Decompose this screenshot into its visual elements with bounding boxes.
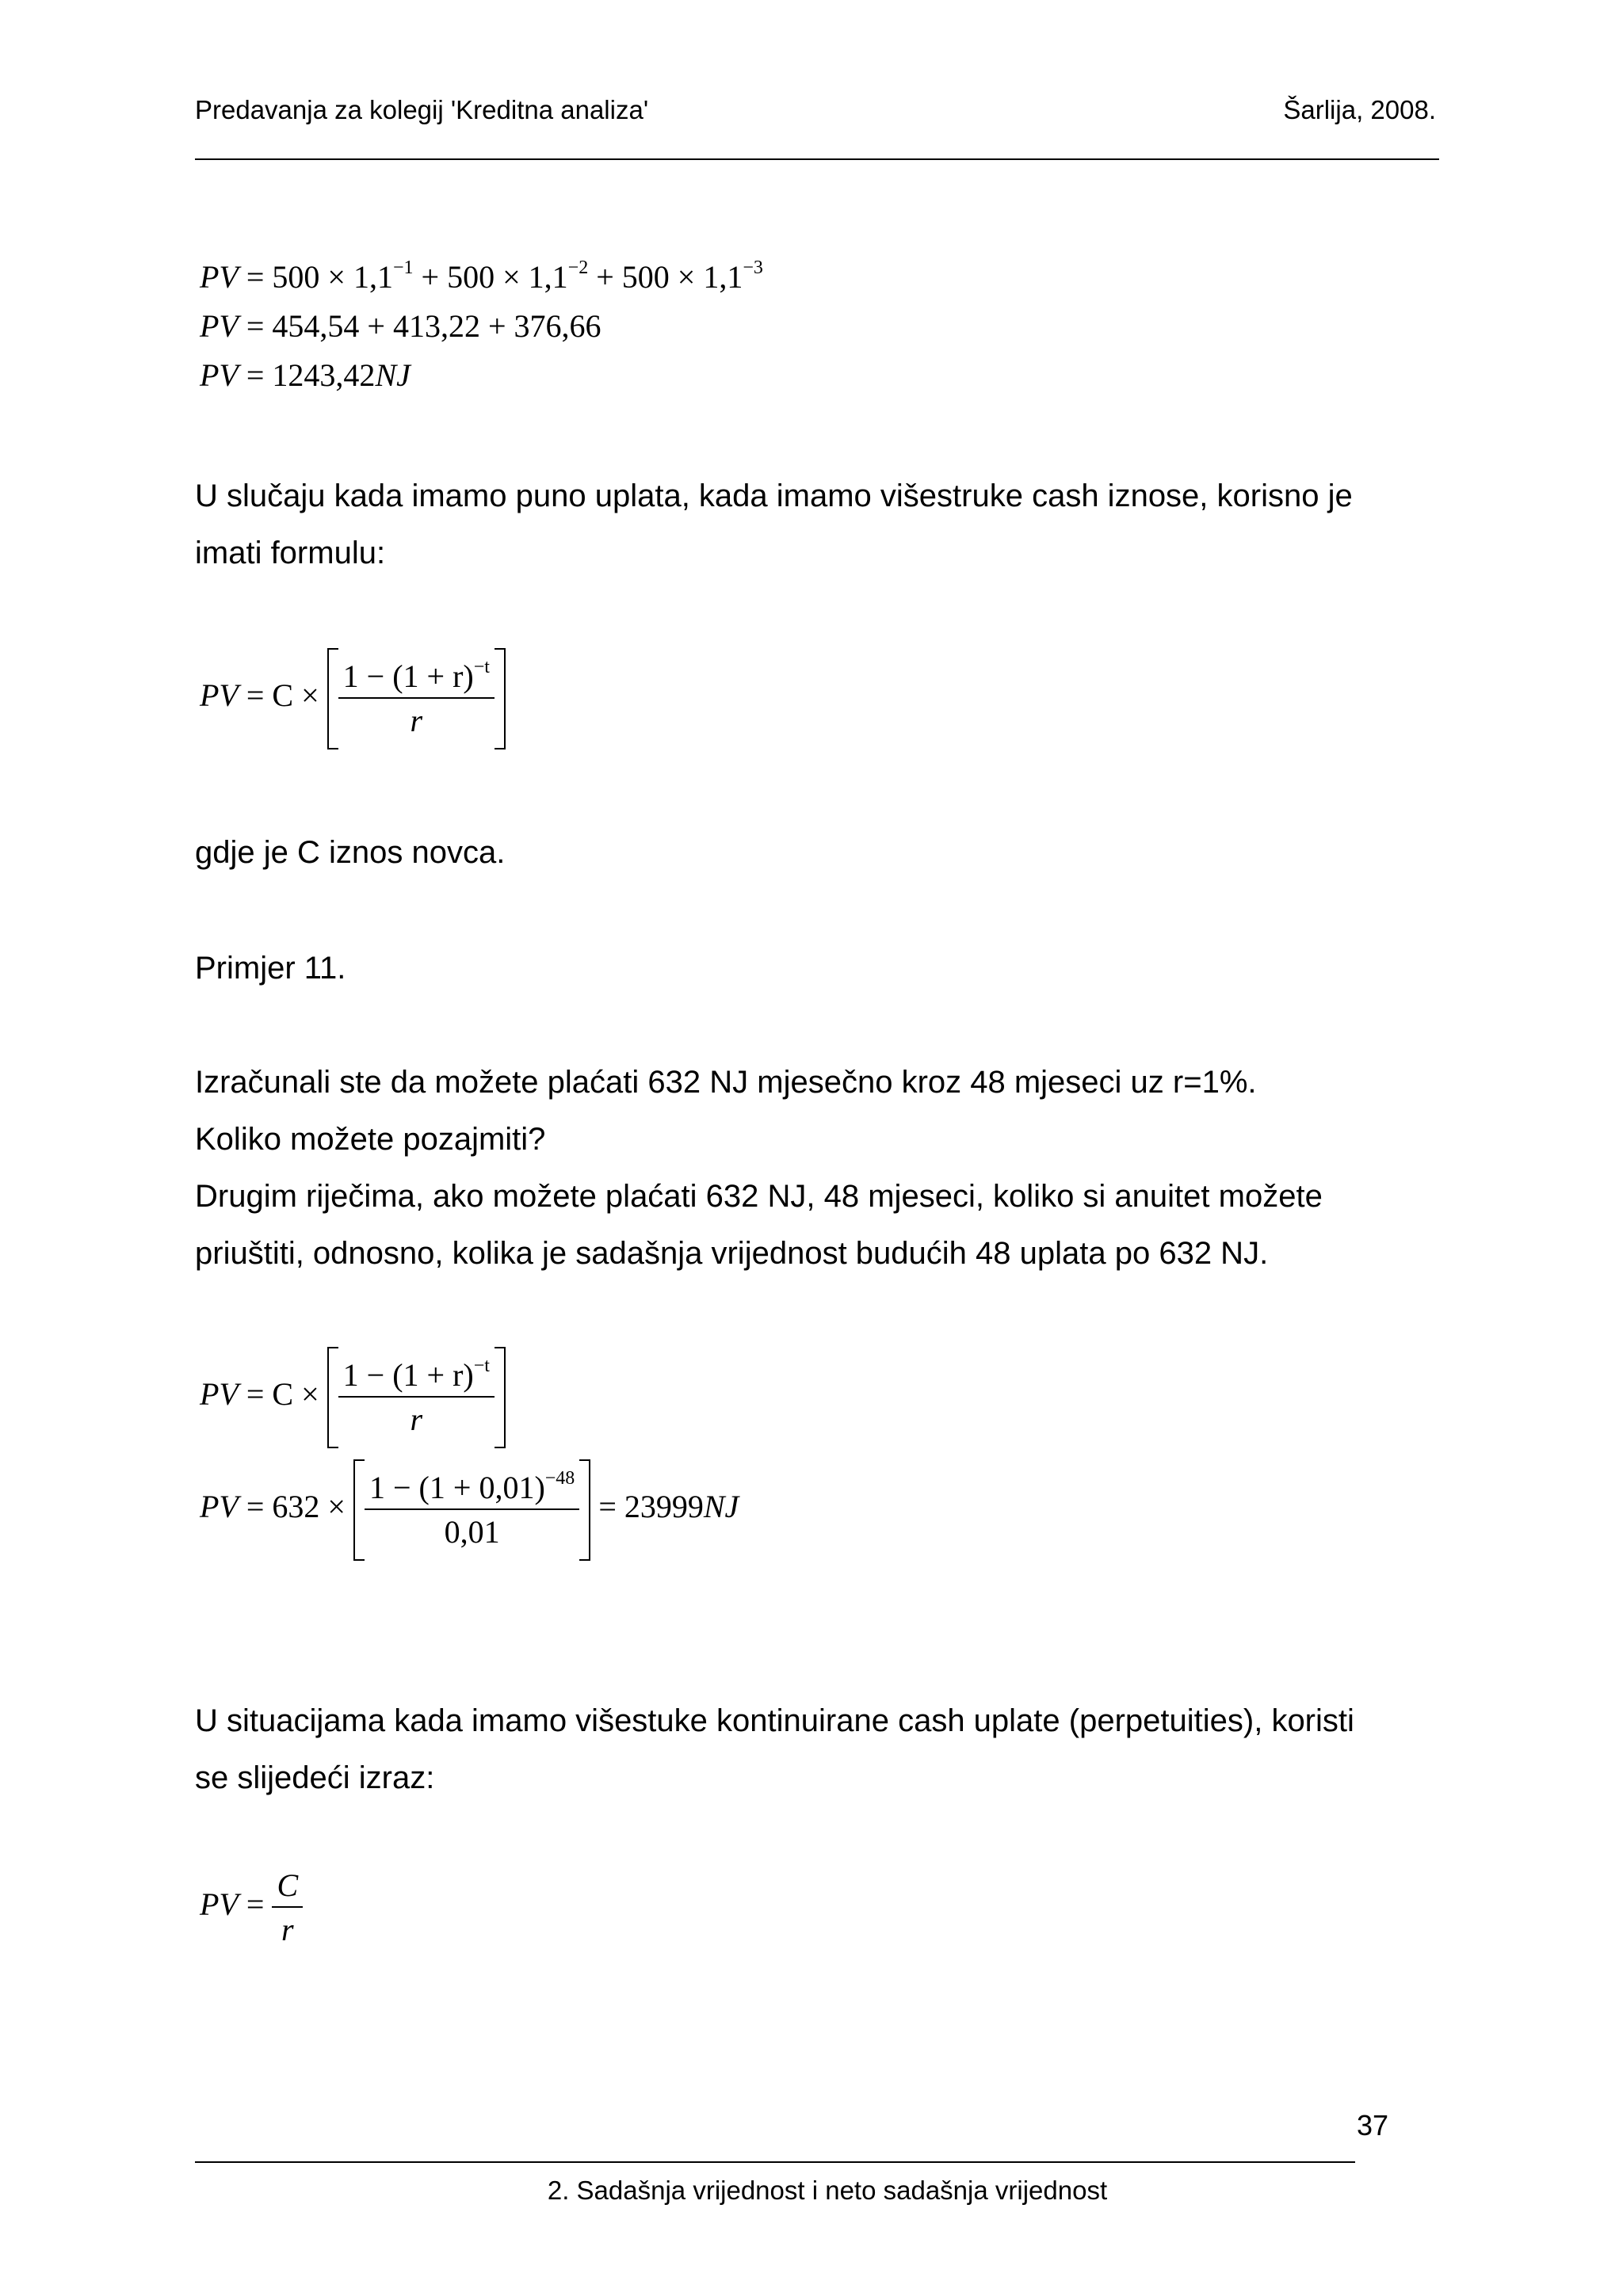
equation-term: + 500 × 1,1	[588, 259, 743, 295]
example-title	[195, 940, 1439, 997]
text-line: U situacijama kada imamo višestuke kontinuirane cash uplate (perpetuities), koristi	[195, 1703, 1354, 1738]
formula-annuity	[200, 648, 506, 749]
equation-term: = 500 × 1,1	[246, 259, 393, 295]
equation-term: = C ×	[246, 677, 319, 714]
left-bracket	[353, 1459, 365, 1561]
paragraph-perpetuities	[195, 1692, 1439, 1806]
fraction-numerator: C	[272, 1870, 303, 1908]
formula-example-calculation	[200, 1459, 739, 1561]
right-bracket	[579, 1459, 590, 1561]
text-line: Izračunali ste da možete plaćati 632 NJ mjesečno kroz 48 mjeseci uz r=1%.	[195, 1065, 1257, 1100]
text-line: gdje je C iznos novca.	[195, 835, 506, 870]
paragraph-multiple-payments	[195, 467, 1439, 582]
equation-term: = 1243,42	[246, 357, 376, 393]
equation-lhs: PV	[200, 1489, 239, 1525]
footer-chapter-title: 2. Sadašnja vrijednost i neto sadašnja vrijednost	[547, 2176, 1108, 2205]
fraction-denominator: r	[410, 703, 423, 738]
text-line: se slijedeći izraz:	[195, 1760, 435, 1795]
fraction	[338, 657, 495, 738]
text-line: Primjer 11.	[195, 951, 346, 986]
exponent: −1	[393, 257, 414, 278]
equation-lhs: PV	[200, 308, 239, 344]
equation-term: = C ×	[246, 1376, 319, 1413]
paragraph-example-text	[195, 1054, 1439, 1282]
unit-label: NJ	[703, 1489, 739, 1525]
exponent: −2	[567, 257, 589, 278]
equation-pv-values	[200, 308, 601, 344]
paragraph-c-definition	[195, 824, 1439, 881]
equation-lhs: PV	[200, 259, 239, 295]
text-line: Koliko možete pozajmiti?	[195, 1122, 546, 1157]
equation-result: = 23999	[598, 1489, 704, 1525]
fraction-numerator: $1 - (1 + r)^{-t}$	[338, 1360, 495, 1398]
formula-annuity-repeat	[200, 1347, 506, 1448]
header-divider	[195, 158, 1439, 160]
equation-pv-total	[200, 357, 411, 393]
header-author-year: Šarlija, 2008.	[1283, 95, 1436, 124]
right-bracket	[495, 1347, 506, 1448]
exponent: −3	[743, 257, 763, 278]
equation-term: = 632 ×	[246, 1489, 346, 1525]
unit-label: NJ	[375, 357, 411, 393]
fraction-numerator: $1 - (1 + r)^{-t}$	[338, 661, 495, 699]
fraction-denominator: r	[281, 1912, 294, 1947]
fraction	[272, 1867, 303, 1947]
equation-lhs: PV	[200, 357, 239, 393]
footer-divider	[195, 2161, 1355, 2163]
fraction-denominator: 0,01	[444, 1514, 500, 1550]
fraction-denominator: r	[410, 1402, 423, 1437]
right-bracket	[495, 648, 506, 749]
text-line: Drugim riječima, ako možete plaćati 632 NJ, 48 mjeseci, koliko si anuitet možete	[195, 1179, 1323, 1214]
equation-lhs: PV	[200, 1376, 239, 1413]
equation-term: =	[246, 1886, 265, 1923]
text-line: U slučaju kada imamo puno uplata, kada imamo višestruke cash iznose, korisno je	[195, 479, 1353, 513]
text-line: priuštiti, odnosno, kolika je sadašnja vrijednost budućih 48 uplata po 632 NJ.	[195, 1236, 1269, 1271]
formula-perpetuity	[200, 1867, 303, 1947]
text-line: imati formulu:	[195, 536, 386, 570]
equation-term: = 454,54 + 413,22 + 376,66	[246, 308, 601, 344]
fraction	[365, 1468, 579, 1550]
fraction-numerator: $1 - (1 + 0,01)^{-48}$	[365, 1472, 579, 1510]
header-course-title: Predavanja za kolegij 'Kreditna analiza'	[195, 95, 649, 124]
fraction	[338, 1356, 495, 1437]
page-number: 37	[1357, 2109, 1389, 2142]
equation-lhs: PV	[200, 677, 239, 714]
equation-term: + 500 × 1,1	[413, 259, 568, 295]
left-bracket	[327, 1347, 338, 1448]
equation-pv-expanded	[200, 257, 763, 295]
left-bracket	[327, 648, 338, 749]
equation-lhs: PV	[200, 1886, 239, 1923]
